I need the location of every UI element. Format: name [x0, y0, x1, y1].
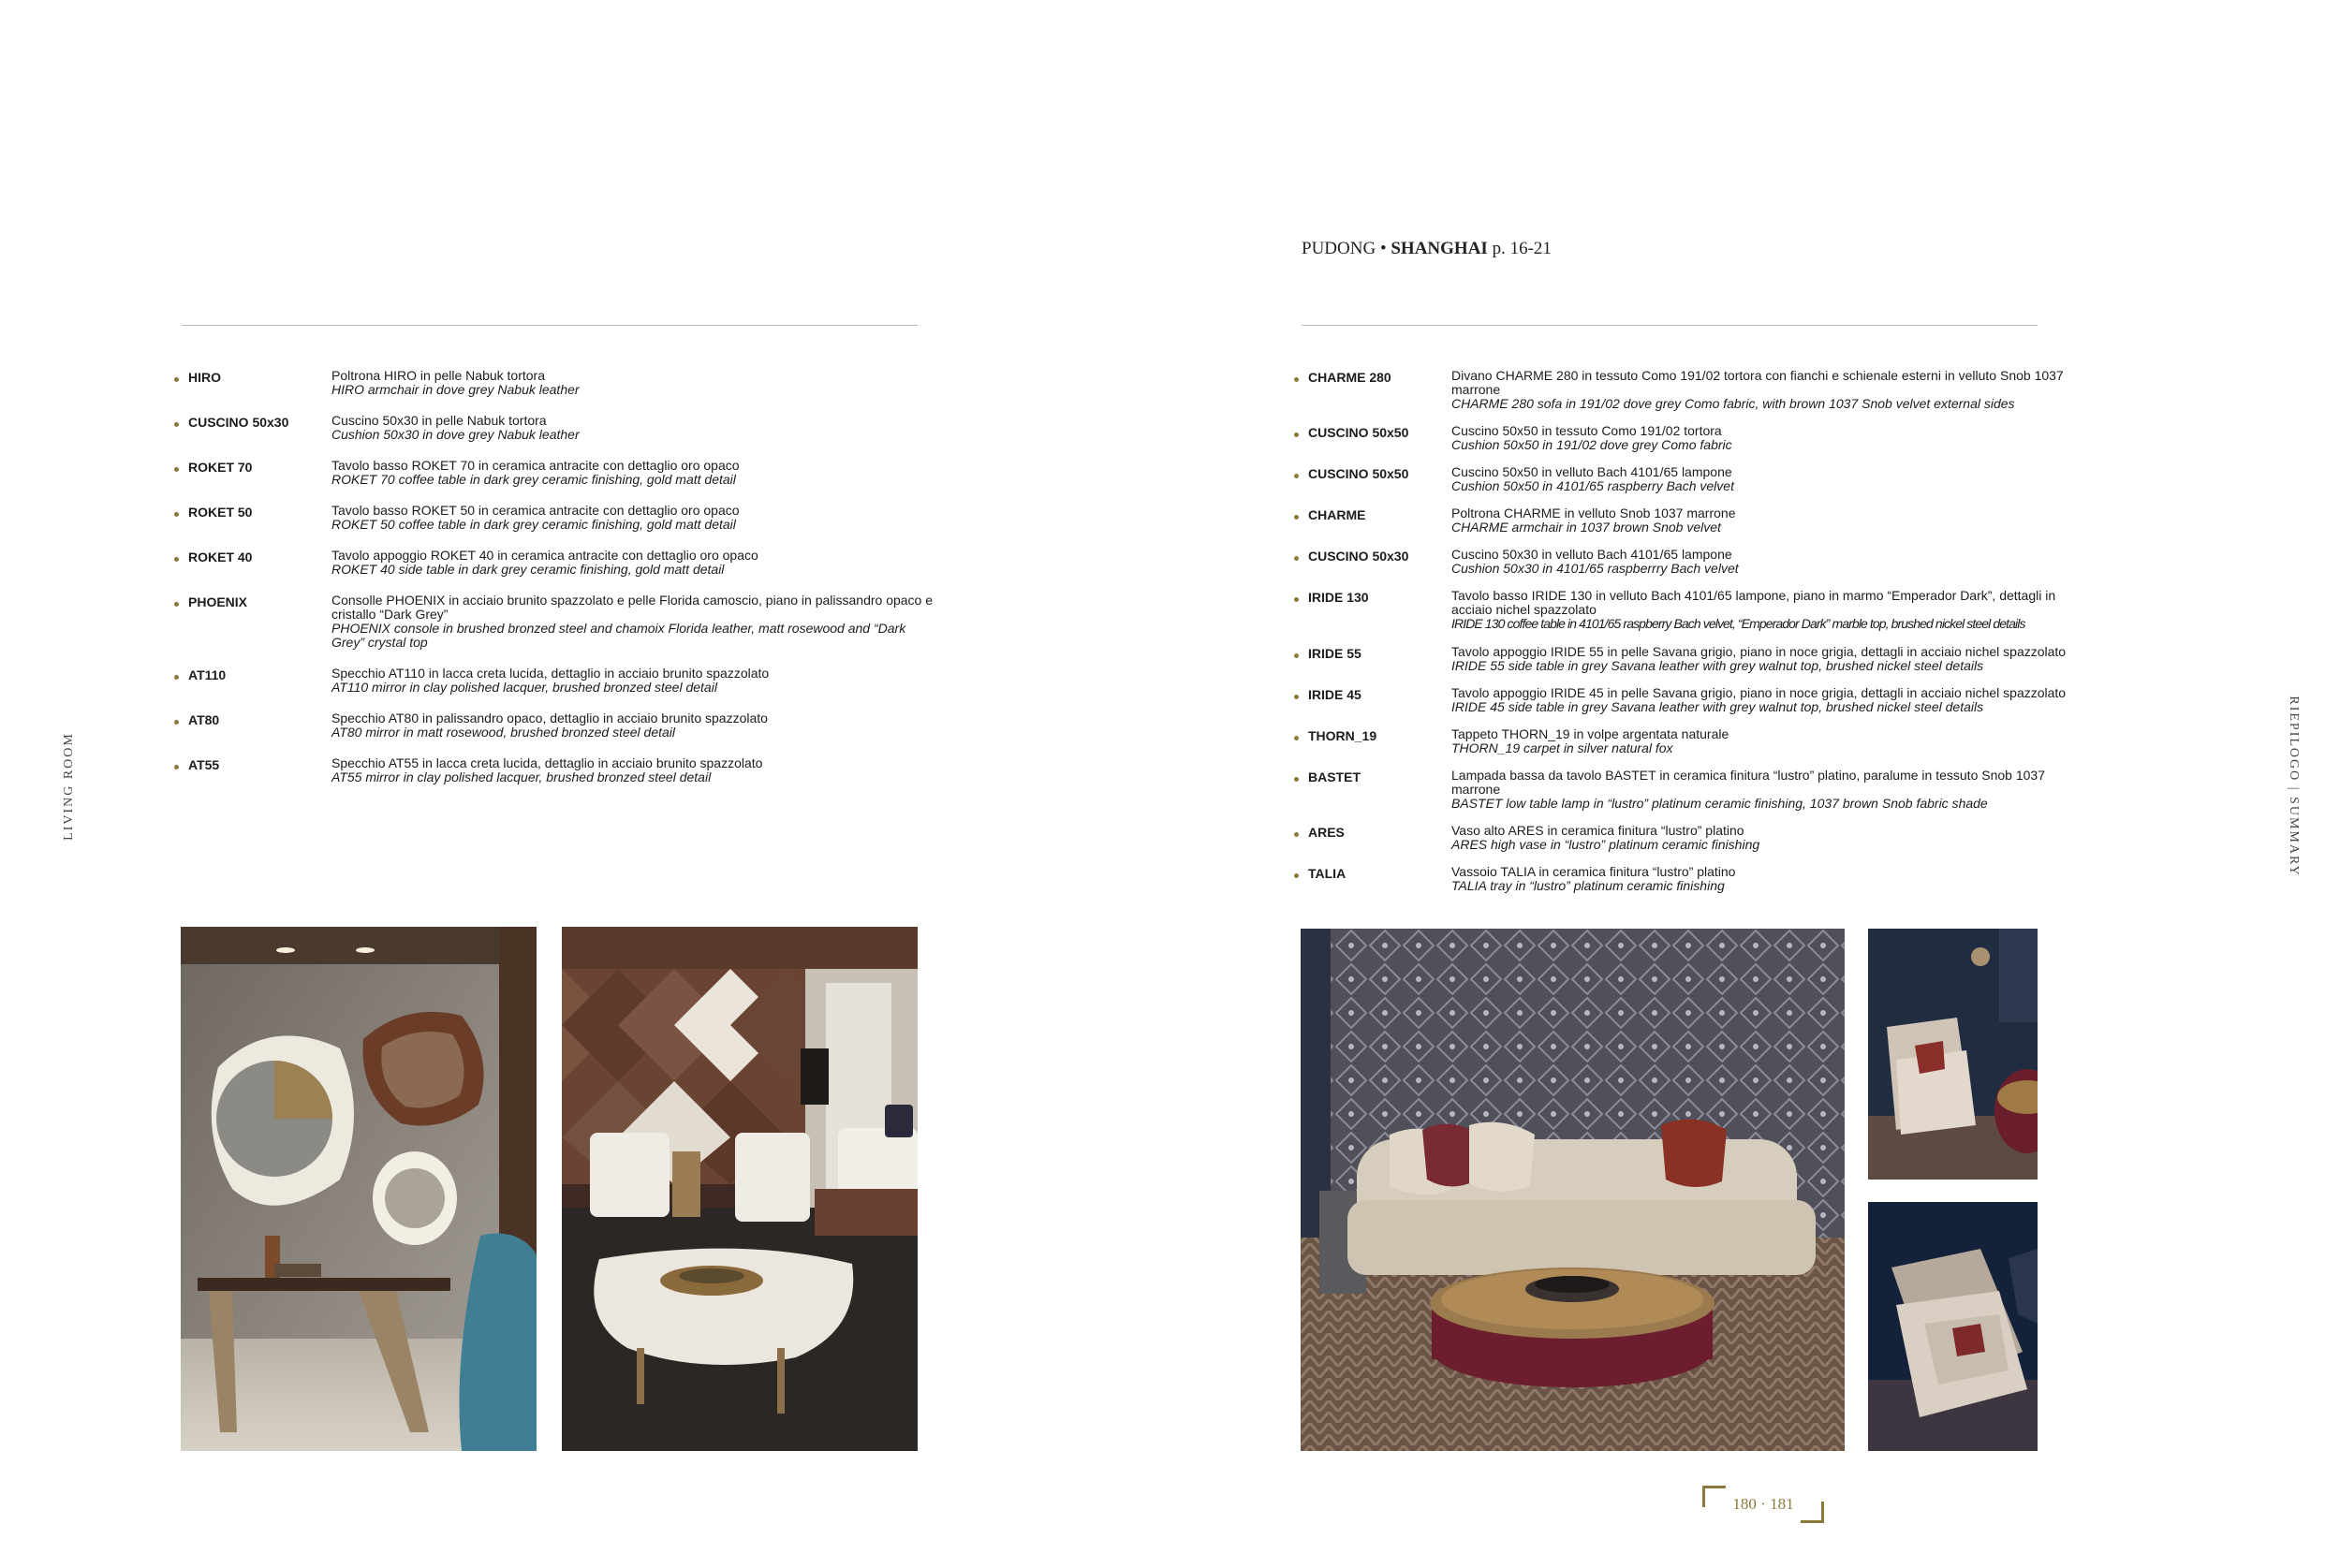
product-description-en: IRIDE 45 side table in grey Savana leather with grey walnut top, brushed nickel steel details — [1451, 699, 1984, 714]
product-description-en: IRIDE 55 side table in grey Savana leather with grey walnut top, brushed nickel steel details — [1451, 658, 1984, 673]
section-title — [1302, 239, 1552, 259]
product-name: CUSCINO 50x50 — [1308, 425, 1409, 440]
section-pages: p. 16-21 — [1492, 239, 1552, 258]
product-list-right — [1294, 356, 2071, 893]
product-description-it: Tavolo basso ROKET 50 in ceramica antracite con dettaglio oro opaco — [331, 503, 740, 518]
bullet-icon — [1294, 556, 1299, 561]
product-description — [1451, 548, 2071, 576]
product-item — [174, 414, 942, 442]
product-item — [1294, 824, 2071, 852]
product-item — [1294, 369, 2071, 411]
product-description-en: IRIDE 130 coffee table in 4101/65 raspberry Bach velvet, “Emperador Dark” marble top, brushed nickel steel details — [1451, 616, 2025, 631]
product-description-en: HIRO armchair in dove grey Nabuk leather — [331, 382, 580, 397]
bullet-icon — [174, 602, 179, 607]
product-name: AT55 — [188, 757, 220, 772]
product-item — [1294, 727, 2071, 755]
product-description-en: BASTET low table lamp in “lustro” platinum ceramic finishing, 1037 brown Snob fabric shade — [1451, 796, 1988, 811]
product-description — [331, 593, 942, 650]
product-name: TALIA — [1308, 866, 1347, 881]
product-item — [1294, 465, 2071, 493]
page-folio — [1702, 1486, 1824, 1523]
product-description-it: Lampada bassa da tavolo BASTET in ceramica finitura “lustro” platino, paralume in tessuto Snob 1037 marrone — [1451, 768, 2045, 797]
section-city: SHANGHAI — [1391, 239, 1488, 258]
product-description-it: Cuscino 50x50 in tessuto Como 191/02 tortora — [1451, 423, 1722, 438]
side-label-living-room: LIVING ROOM — [62, 732, 76, 841]
product-name: CHARME 280 — [1308, 370, 1391, 385]
bullet-icon — [1294, 695, 1299, 699]
product-item — [174, 667, 942, 695]
divider-right — [1302, 325, 2038, 326]
bullet-icon — [1294, 515, 1299, 520]
product-description-it: Cuscino 50x50 in velluto Bach 4101/65 lampone — [1451, 464, 1732, 479]
product-description-it: Poltrona HIRO in pelle Nabuk tortora — [331, 368, 545, 383]
bullet-icon — [1294, 873, 1299, 878]
product-item — [174, 459, 942, 487]
product-item — [1294, 424, 2071, 452]
product-description-it: Specchio AT110 in lacca creta lucida, dettaglio in acciaio brunito spazzolato — [331, 666, 770, 681]
bullet-icon — [1294, 832, 1299, 837]
product-description — [331, 711, 942, 740]
bullet-icon — [1294, 653, 1299, 658]
product-description-en: Cushion 50x30 in 4101/65 raspberrry Bach velvet — [1451, 561, 1739, 576]
product-name: THORN_19 — [1308, 728, 1377, 743]
photo-charme-sofa — [1301, 929, 1845, 1451]
product-description — [331, 504, 942, 532]
product-description — [331, 667, 942, 695]
product-description-it: Poltrona CHARME in velluto Snob 1037 marrone — [1451, 506, 1736, 520]
product-description — [1451, 727, 2071, 755]
bullet-icon — [1294, 736, 1299, 740]
product-description-it: Consolle PHOENIX in acciaio brunito spazzolato e pelle Florida camoscio, piano in palissandro opaco e cristallo “Dark Grey” — [331, 593, 934, 622]
product-description-it: Vaso alto ARES in ceramica finitura “lustro” platino — [1451, 823, 1744, 838]
bullet-icon — [1294, 474, 1299, 478]
product-item — [174, 504, 942, 532]
product-description-it: Vassoio TALIA in ceramica finitura “lustro” platino — [1451, 864, 1736, 879]
bullet-icon — [174, 422, 179, 427]
product-item — [174, 549, 942, 577]
product-description — [331, 414, 942, 442]
product-description-en: TALIA tray in “lustro” platinum ceramic finishing — [1451, 878, 1725, 893]
product-name: IRIDE 130 — [1308, 590, 1369, 605]
product-name: ROKET 40 — [188, 550, 253, 564]
product-item — [1294, 548, 2071, 576]
product-description — [1451, 769, 2071, 811]
product-item — [1294, 645, 2071, 673]
bullet-icon — [174, 765, 179, 769]
product-list-left — [174, 356, 942, 784]
product-description-it: Cuscino 50x30 in velluto Bach 4101/65 lampone — [1451, 547, 1732, 562]
bullet-icon — [1294, 777, 1299, 782]
product-name: AT110 — [188, 667, 227, 682]
page-numbers: 180 · 181 — [1732, 1495, 1794, 1513]
product-description-it: Tavolo appoggio IRIDE 45 in pelle Savana grigio, piano in noce grigia, dettagli in acciaio nichel spazzolato — [1451, 685, 2067, 700]
bullet-icon — [1294, 377, 1299, 382]
bullet-icon — [1294, 597, 1299, 602]
product-name: PHOENIX — [188, 594, 248, 609]
product-description-it: Tavolo appoggio IRIDE 55 in pelle Savana grigio, piano in noce grigia, dettagli in acciaio nichel spazzolato — [1451, 644, 2067, 659]
bullet-icon — [174, 557, 179, 562]
product-description-en: CHARME armchair in 1037 brown Snob velvet — [1451, 520, 1721, 535]
product-description-en: ROKET 40 side table in dark grey ceramic finishing, gold matt detail — [331, 562, 725, 577]
product-name: IRIDE 55 — [1308, 646, 1361, 661]
bullet-icon — [1294, 432, 1299, 437]
product-name: AT80 — [188, 712, 220, 727]
product-name: CUSCINO 50x50 — [1308, 466, 1409, 481]
product-description — [1451, 589, 2071, 631]
product-description-en: ARES high vase in “lustro” platinum ceramic finishing — [1451, 837, 1760, 852]
product-description — [331, 369, 942, 397]
product-description — [331, 459, 942, 487]
product-description-it: Tappeto THORN_19 in volpe argentata naturale — [1451, 726, 1729, 741]
photo-mirrors-console — [181, 927, 537, 1451]
product-description — [1451, 865, 2071, 893]
bullet-icon — [174, 675, 179, 680]
product-description-it: Tavolo basso ROKET 70 in ceramica antracite con dettaglio oro opaco — [331, 458, 740, 473]
product-name: CHARME — [1308, 507, 1366, 522]
product-name: BASTET — [1308, 769, 1361, 784]
product-description — [331, 549, 942, 577]
product-description-it: Specchio AT80 in palissandro opaco, dettaglio in acciaio brunito spazzolato — [331, 711, 768, 725]
product-description-en: PHOENIX console in brushed bronzed steel and chamoix Florida leather, matt rosewood and “Dark Grey” crystal top — [331, 621, 906, 650]
product-description — [1451, 424, 2071, 452]
product-name: IRIDE 45 — [1308, 687, 1361, 702]
product-item — [174, 369, 942, 397]
product-description — [1451, 686, 2071, 714]
product-name: ROKET 50 — [188, 505, 253, 520]
product-description — [1451, 506, 2071, 535]
product-description-en: Cushion 50x30 in dove grey Nabuk leather — [331, 427, 580, 442]
product-description — [1451, 824, 2071, 852]
product-description — [331, 756, 942, 784]
bullet-icon — [174, 467, 179, 472]
product-item — [1294, 686, 2071, 714]
product-description-en: Cushion 50x50 in 4101/65 raspberry Bach velvet — [1451, 478, 1734, 493]
product-description-it: Divano CHARME 280 in tessuto Como 191/02 tortora con fianchi e schienale esterni in velluto Snob 1037 marrone — [1451, 368, 2064, 397]
product-item — [174, 756, 942, 784]
product-item — [1294, 589, 2071, 631]
product-item — [1294, 769, 2071, 811]
product-description — [1451, 645, 2071, 673]
product-name: CUSCINO 50x30 — [188, 415, 289, 430]
product-name: CUSCINO 50x30 — [1308, 549, 1409, 564]
photo-armchair-detail — [1868, 1202, 2038, 1451]
product-item — [174, 711, 942, 740]
section-separator: • — [1379, 239, 1387, 258]
section-location: PUDONG — [1302, 239, 1376, 258]
product-description-it: Tavolo appoggio ROKET 40 in ceramica antracite con dettaglio oro opaco — [331, 548, 758, 563]
product-description-it: Tavolo basso IRIDE 130 in velluto Bach 4101/65 lampone, piano in marmo “Emperador Dark”, dettagli in acciaio nichel spazzolato — [1451, 588, 2056, 617]
product-description-en: AT110 mirror in clay polished lacquer, brushed bronzed steel detail — [331, 680, 717, 695]
product-description-en: CHARME 280 sofa in 191/02 dove grey Como fabric, with brown 1037 Snob velvet external sides — [1451, 396, 2015, 411]
product-description-it: Specchio AT55 in lacca creta lucida, dettaglio in acciaio brunito spazzolato — [331, 755, 763, 770]
product-description — [1451, 465, 2071, 493]
photo-charme-armchair — [1868, 929, 2038, 1180]
product-item — [174, 593, 942, 650]
bullet-icon — [174, 377, 179, 382]
bullet-icon — [174, 720, 179, 725]
product-description — [1451, 369, 2071, 411]
product-description-en: AT55 mirror in clay polished lacquer, brushed bronzed steel detail — [331, 769, 712, 784]
bullet-icon — [174, 512, 179, 517]
product-name: HIRO — [188, 370, 221, 385]
product-description-en: AT80 mirror in matt rosewood, brushed bronzed steel detail — [331, 725, 676, 740]
product-description-en: ROKET 70 coffee table in dark grey ceramic finishing, gold matt detail — [331, 472, 736, 487]
product-item — [1294, 506, 2071, 535]
product-description-en: ROKET 50 coffee table in dark grey ceramic finishing, gold matt detail — [331, 517, 736, 532]
divider-left — [182, 325, 918, 326]
product-name: ROKET 70 — [188, 460, 253, 475]
photo-living-room — [562, 927, 918, 1451]
product-description-en: THORN_19 carpet in silver natural fox — [1451, 740, 1673, 755]
product-name: ARES — [1308, 825, 1345, 840]
product-description-it: Cuscino 50x30 in pelle Nabuk tortora — [331, 413, 547, 428]
product-description-en: Cushion 50x50 in 191/02 dove grey Como fabric — [1451, 437, 1732, 452]
side-label-summary: RIEPILOGO | SUMMARY — [2287, 696, 2301, 877]
product-item — [1294, 865, 2071, 893]
